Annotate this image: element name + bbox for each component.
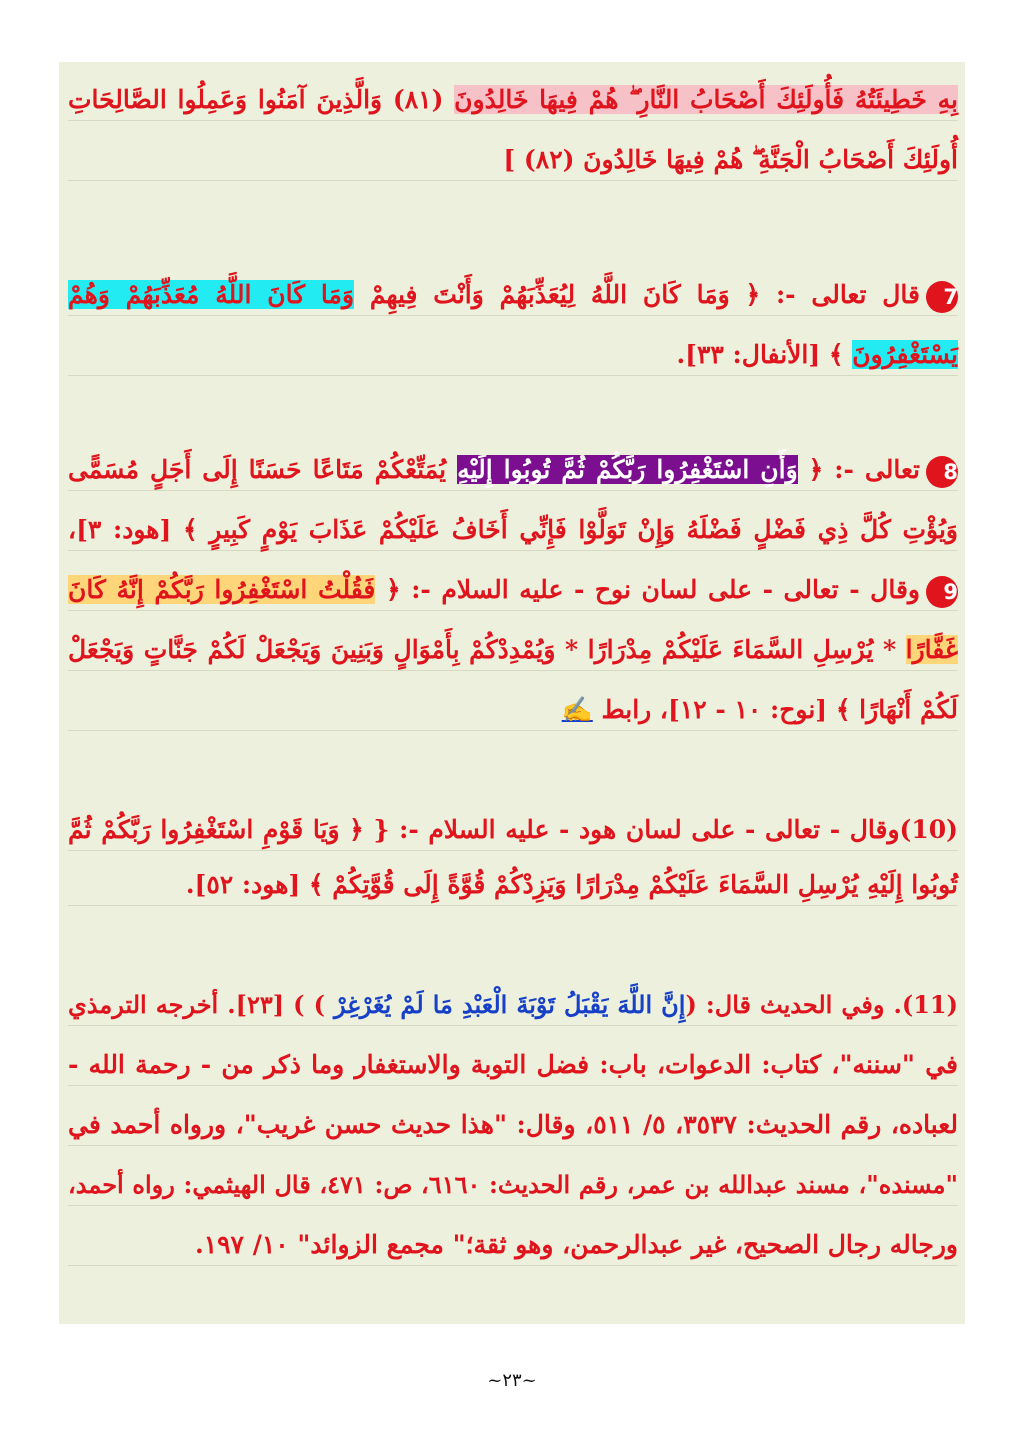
text-span: لَكُمْ أَنْهَارًا ﴾ [نوح: ١٠ - ١٢]، bbox=[651, 695, 958, 724]
text-line-4 bbox=[68, 335, 958, 376]
text-line-12 bbox=[68, 985, 958, 1026]
highlight-cyan: يَسْتَغْفِرُونَ bbox=[852, 340, 958, 369]
highlight-pink: بِهِ خَطِيئَتُهُ فَأُولَئِكَ أَصْحَابُ النَّارِ ۖ هُمْ فِيهَا خَالِدُونَ bbox=[454, 85, 958, 114]
text-span: ) ) [٢٣]. أخرجه الترمذي bbox=[68, 990, 334, 1019]
text-line-7 bbox=[68, 570, 958, 611]
text-span: يُمَتِّعْكُمْ مَتَاعًا حَسَنًا إِلَى أَجَلٍ مُسَمًّى bbox=[68, 455, 458, 484]
text-line-16 bbox=[68, 1225, 958, 1266]
text-span: وقال - تعالى - على لسان نوح - عليه السلام -: ﴿ bbox=[375, 575, 920, 604]
badge-7: 7 bbox=[926, 281, 958, 313]
hadith-text: إِنَّ اللَّهَ يَقْبَلُ تَوْبَةَ الْعَبْدِ مَا لَمْ يُغَرْغِرْ bbox=[334, 990, 686, 1019]
text-line-1 bbox=[68, 80, 958, 121]
page-number: ~٢٣~ bbox=[487, 1370, 537, 1391]
highlight-orange: فَقُلْتُ اسْتَغْفِرُوا رَبَّكُمْ إِنَّهُ كَانَ bbox=[68, 575, 376, 604]
text-span: في "سننه"، كتاب: الدعوات، باب: فضل التوبة والاستغفار وما ذكر من - رحمة الله - bbox=[68, 1050, 958, 1079]
text-line-11 bbox=[68, 865, 958, 906]
text-line-13 bbox=[68, 1045, 958, 1086]
text-span: ﴾ [الأنفال: ٣٣]. bbox=[676, 340, 853, 369]
text-span: (٨١) وَالَّذِينَ آمَنُوا وَعَمِلُوا الصَّالِحَاتِ bbox=[68, 85, 455, 114]
text-line-5 bbox=[68, 450, 958, 491]
text-span: وَيُؤْتِ كُلَّ ذِي فَضْلٍ فَضْلَهُ وَإِنْ تَوَلَّوْا فَإِنِّي أَخَافُ عَلَيْكُمْ عَذَابَ يَوْمٍ كَبِيرٍ ﴾ [هود: ٣]، bbox=[68, 515, 958, 544]
text-span: تُوبُوا إِلَيْهِ يُرْسِلِ السَّمَاءَ عَلَيْكُمْ مِدْرَارًا وَيَزِدْكُمْ قُوَّةً إِلَى قُوَّتِكُمْ ﴾ [هود: ٥٢]. bbox=[185, 870, 958, 899]
text-span: قال تعالى -: ﴿ وَمَا كَانَ اللَّهُ لِيُعَذِّبَهُمْ وَأَنْتَ فِيهِمْ bbox=[354, 280, 920, 309]
text-span: * يُرْسِلِ السَّمَاءَ عَلَيْكُمْ مِدْرَارًا * وَيُمْدِدْكُمْ بِأَمْوَالٍ وَبَنِينَ وَيَجْعَلْ لَكُمْ جَنَّاتٍ وَيَجْعَلْ bbox=[68, 635, 906, 664]
text-span: (10)وقال - تعالى - على لسان هود - عليه السلام -: { ﴿ وَيَا قَوْمِ اسْتَغْفِرُوا رَبَّكُمْ ثُمَّ bbox=[68, 815, 958, 844]
text-line-9 bbox=[68, 690, 958, 731]
highlight-cyan: وَمَا كَانَ اللَّهُ مُعَذِّبَهُمْ وَهُمْ bbox=[68, 280, 355, 309]
text-span: لعباده، رقم الحديث: ٣٥٣٧، ٥/ ٥١١، وقال: "هذا حديث حسن غريب"، ورواه أحمد في bbox=[68, 1110, 958, 1139]
pen-link-icon[interactable]: ✍ bbox=[561, 695, 593, 724]
text-line-8 bbox=[68, 630, 958, 671]
highlight-purple: وَأَنِ اسْتَغْفِرُوا رَبَّكُمْ ثُمَّ تُوبُوا إِلَيْهِ bbox=[457, 455, 798, 484]
text-line-14 bbox=[68, 1105, 958, 1146]
text-span: (11). وفي الحديث قال: ( bbox=[685, 990, 958, 1019]
badge-9: 9 bbox=[926, 576, 958, 608]
text-span: تعالى -: ﴿ bbox=[797, 455, 920, 484]
text-line-10 bbox=[68, 810, 958, 851]
text-span: "مسنده"، مسند عبدالله بن عمر، رقم الحديث: ٦١٦٠، ص: ٤٧١، قال الهيثمي: رواه أحمد، bbox=[68, 1170, 958, 1199]
text-line-6 bbox=[68, 510, 958, 551]
text-line-3 bbox=[68, 275, 958, 316]
text-line-15 bbox=[68, 1165, 958, 1206]
text-span: أُولَئِكَ أَصْحَابُ الْجَنَّةِ ۖ هُمْ فِيهَا خَالِدُونَ (٨٢) ] bbox=[503, 145, 958, 174]
badge-8: 8 bbox=[926, 456, 958, 488]
highlight-orange: غَفَّارًا bbox=[905, 635, 958, 664]
text-line-2 bbox=[68, 140, 958, 181]
text-span: ورجاله رجال الصحيح، غير عبدالرحمن، وهو ثقة؛" مجمع الزوائد" ١٠/ ١٩٧. bbox=[194, 1230, 958, 1259]
source-link[interactable]: رابط bbox=[601, 695, 652, 724]
